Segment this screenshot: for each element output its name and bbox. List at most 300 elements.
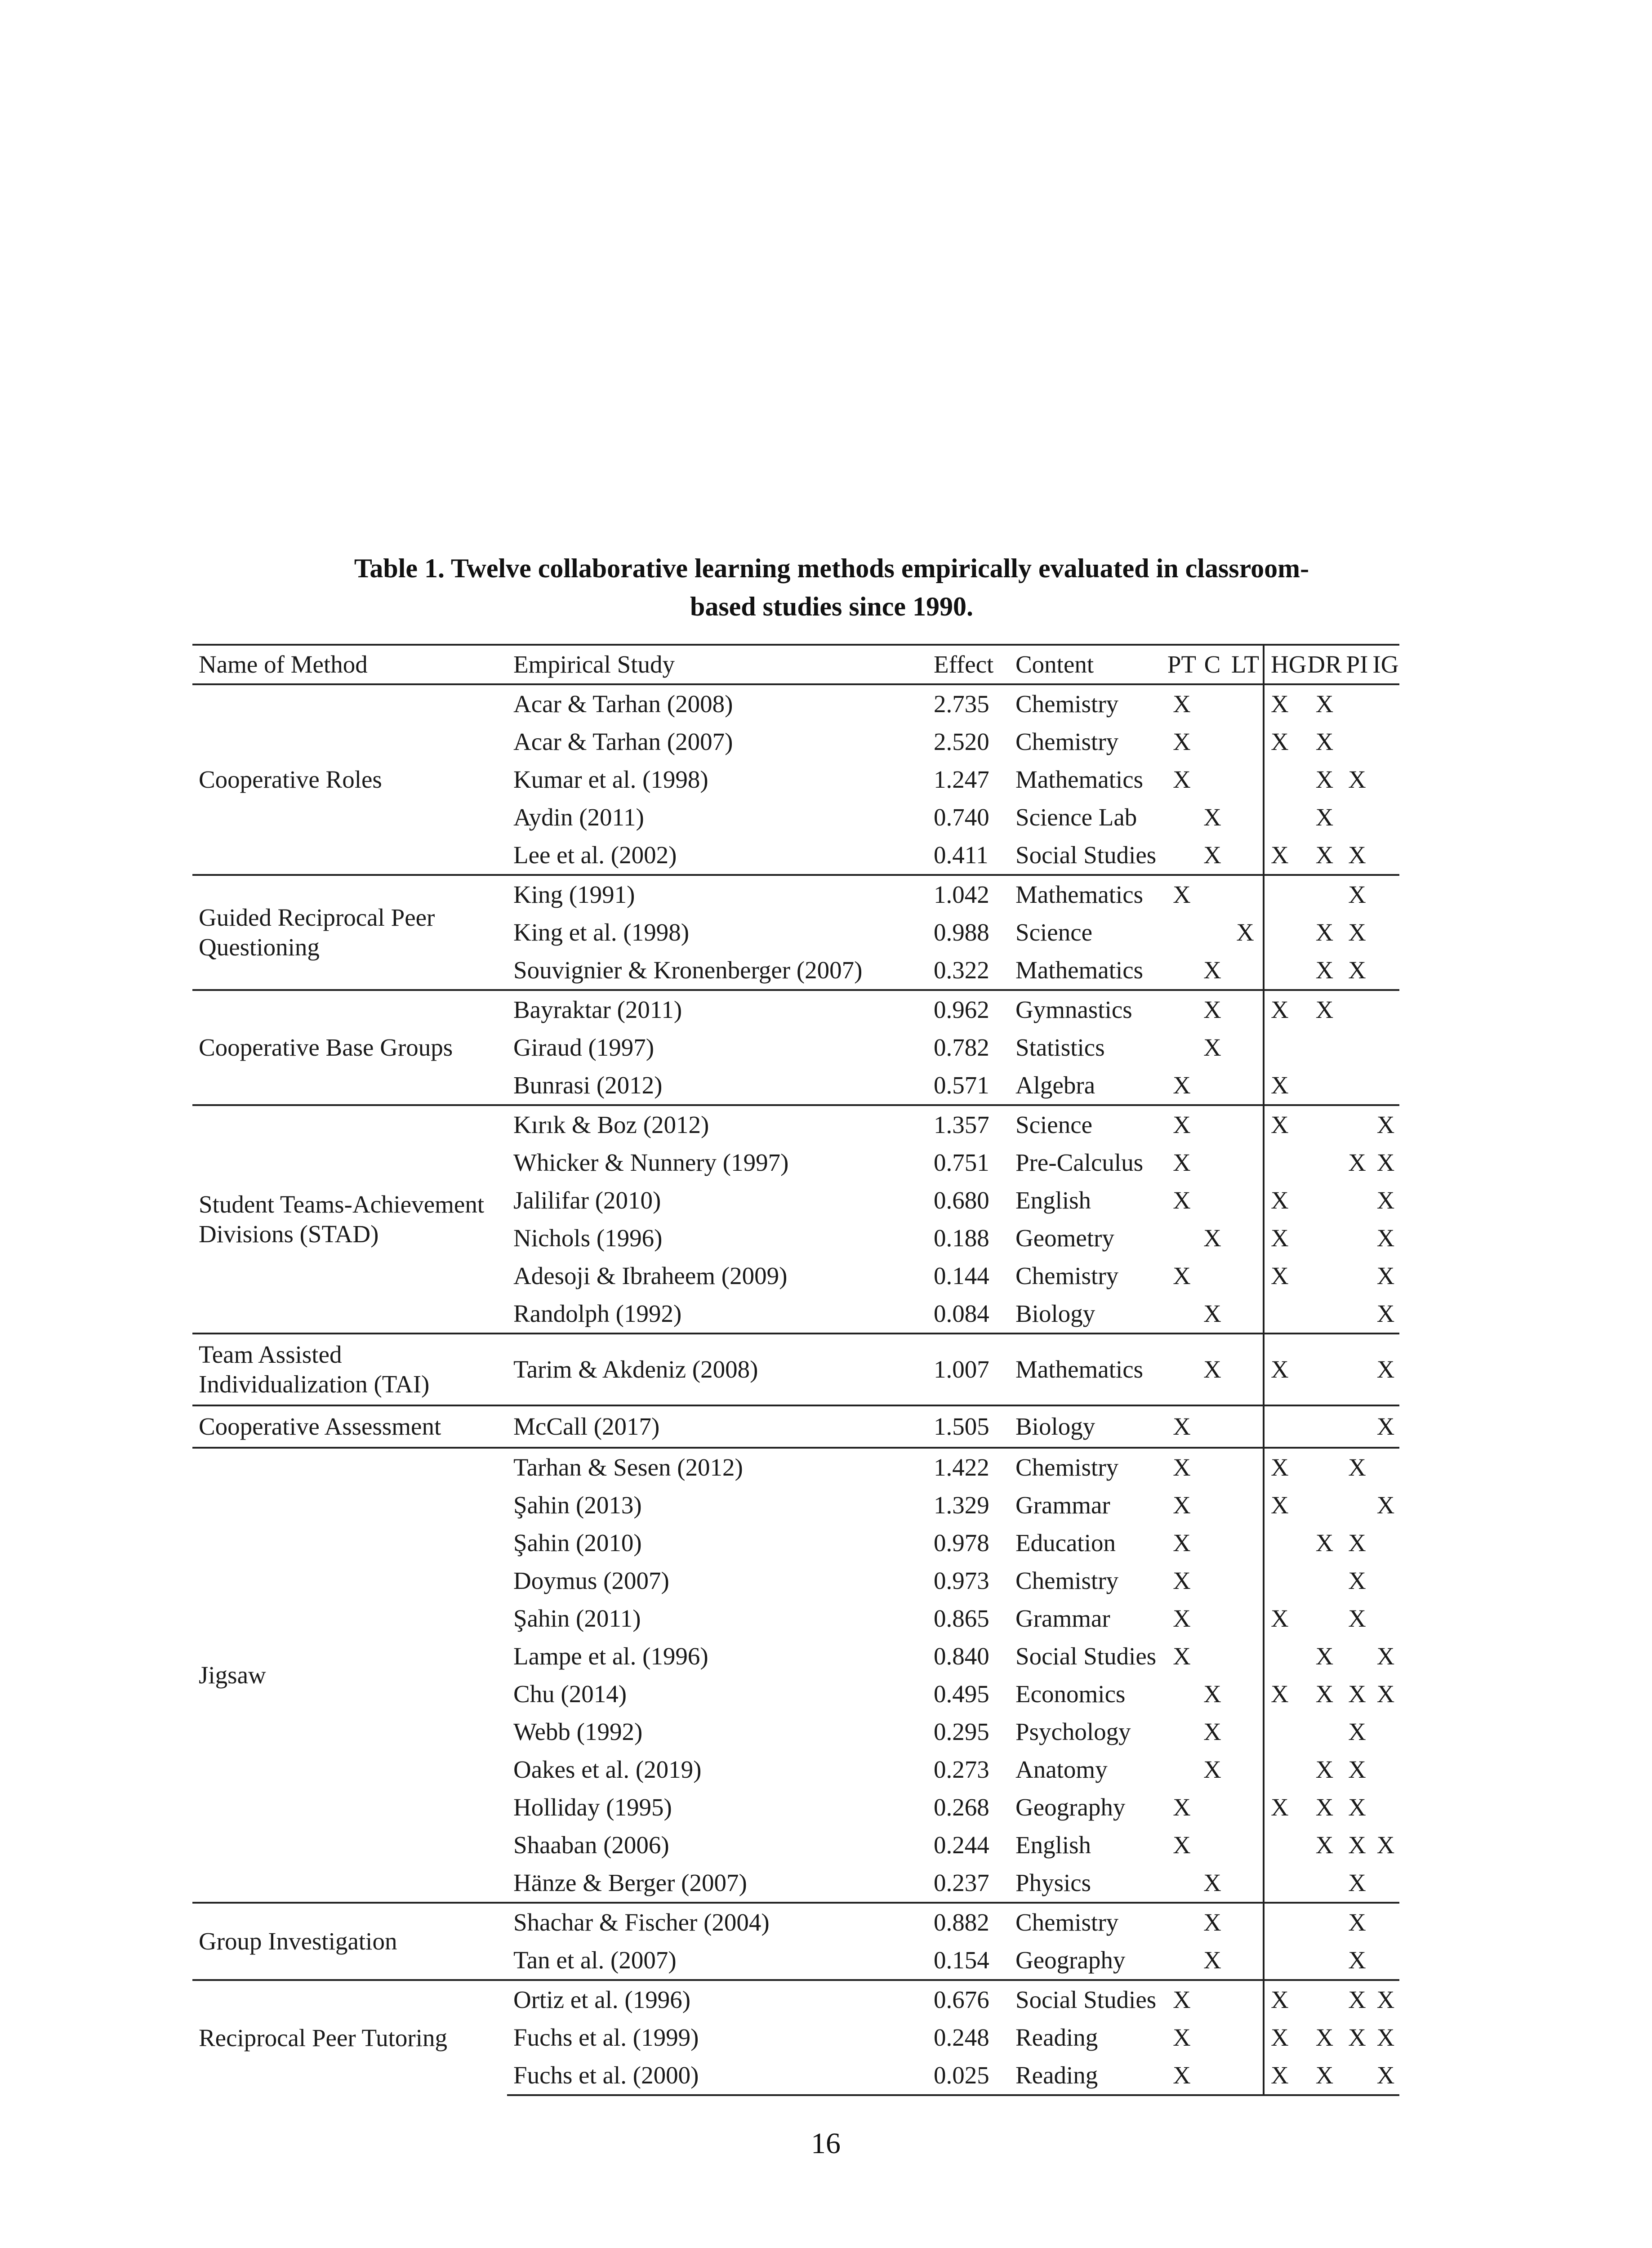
hg-mark-cell bbox=[1264, 761, 1306, 798]
hg-mark-cell bbox=[1264, 1713, 1306, 1751]
lt-mark-cell bbox=[1228, 684, 1264, 723]
content-cell: Grammar bbox=[1015, 1605, 1110, 1632]
effect-cell: 0.680 bbox=[934, 1186, 989, 1214]
hg-mark-cell: X bbox=[1264, 1105, 1306, 1144]
dr-mark-cell: X bbox=[1315, 1529, 1334, 1557]
hg-mark-cell: X bbox=[1264, 723, 1306, 761]
lt-mark-cell bbox=[1228, 1448, 1264, 1486]
study-cell: King et al. (1998) bbox=[513, 919, 690, 946]
lt-mark-cell bbox=[1228, 1675, 1264, 1713]
lt-mark-cell bbox=[1228, 2019, 1264, 2056]
lt-mark-cell bbox=[1228, 723, 1264, 761]
lt-mark-cell bbox=[1228, 1600, 1264, 1637]
dr-mark-cell: X bbox=[1315, 1793, 1334, 1821]
effect-cell: 0.751 bbox=[934, 1149, 989, 1176]
lt-mark-cell bbox=[1228, 1334, 1264, 1405]
dr-mark-cell: X bbox=[1315, 1642, 1334, 1670]
content-cell: English bbox=[1015, 1186, 1091, 1214]
lt-mark-cell bbox=[1228, 1562, 1264, 1600]
hg-mark-cell: X bbox=[1264, 1257, 1306, 1295]
effect-cell: 0.782 bbox=[934, 1034, 989, 1061]
study-cell: Lampe et al. (1996) bbox=[513, 1642, 708, 1670]
ig-mark-cell bbox=[1371, 761, 1399, 798]
dr-mark-cell: X bbox=[1315, 956, 1334, 984]
c-mark-cell bbox=[1197, 1448, 1228, 1486]
pi-mark-cell: X bbox=[1348, 1718, 1366, 1745]
c-mark-cell: X bbox=[1203, 956, 1221, 984]
study-cell: Giraud (1997) bbox=[513, 1034, 655, 1061]
table-row bbox=[192, 1448, 1399, 1486]
content-cell: English bbox=[1015, 1831, 1091, 1859]
content-cell: Chemistry bbox=[1015, 1262, 1119, 1289]
study-cell: Fuchs et al. (1999) bbox=[513, 2024, 699, 2051]
pi-mark-cell: X bbox=[1348, 2024, 1366, 2051]
dr-mark-cell: X bbox=[1306, 2056, 1342, 2095]
ig-mark-cell: X bbox=[1376, 1831, 1395, 1859]
content-cell: Biology bbox=[1015, 1300, 1095, 1327]
lt-mark-cell bbox=[1228, 1524, 1264, 1562]
lt-mark-cell bbox=[1228, 1144, 1264, 1182]
effect-cell: 0.084 bbox=[934, 1300, 989, 1327]
hg-mark-cell bbox=[1264, 798, 1306, 836]
effect-cell: 0.322 bbox=[934, 956, 989, 984]
effect-cell: 0.571 bbox=[934, 1071, 989, 1099]
study-cell: Acar & Tarhan (2007) bbox=[513, 728, 733, 755]
c-mark-cell bbox=[1197, 1257, 1228, 1295]
caption-line-1: Table 1. Twelve collaborative learning methods empirically evaluated in classroom- bbox=[354, 553, 1309, 583]
hg-mark-cell: X bbox=[1264, 1182, 1306, 1219]
header-pt: PT bbox=[1167, 645, 1197, 684]
pt-mark-cell: X bbox=[1173, 1491, 1191, 1519]
content-cell: Science Lab bbox=[1015, 803, 1137, 831]
pi-mark-cell: X bbox=[1342, 1448, 1371, 1486]
pi-mark-cell: X bbox=[1348, 766, 1366, 793]
ig-mark-cell: X bbox=[1371, 1105, 1399, 1144]
pi-mark-cell bbox=[1342, 1066, 1371, 1105]
content-cell: Chemistry bbox=[1009, 1903, 1167, 1941]
pi-mark-cell bbox=[1342, 1105, 1371, 1144]
lt-mark-cell bbox=[1228, 1637, 1264, 1675]
ig-mark-cell: X bbox=[1376, 2024, 1395, 2051]
effect-cell: 0.188 bbox=[934, 1224, 989, 1252]
ig-mark-cell: X bbox=[1371, 1334, 1399, 1405]
effect-cell: 0.962 bbox=[927, 990, 1009, 1029]
hg-mark-cell bbox=[1264, 1637, 1306, 1675]
content-cell: Mathematics bbox=[1009, 875, 1167, 914]
pt-mark-cell: X bbox=[1173, 1071, 1191, 1099]
pt-mark-cell: X bbox=[1173, 1529, 1191, 1557]
content-cell: Geography bbox=[1015, 1946, 1126, 1974]
pi-mark-cell: X bbox=[1348, 1529, 1366, 1557]
ig-mark-cell: X bbox=[1376, 1224, 1395, 1252]
method-name-cell: Cooperative Roles bbox=[199, 766, 382, 793]
effect-cell: 0.495 bbox=[934, 1680, 989, 1708]
hg-mark-cell bbox=[1264, 914, 1306, 951]
c-mark-cell: X bbox=[1203, 1300, 1221, 1327]
dr-mark-cell: X bbox=[1315, 1756, 1334, 1783]
hg-mark-cell bbox=[1264, 1405, 1306, 1448]
pt-mark-cell bbox=[1167, 1334, 1197, 1405]
dr-mark-cell bbox=[1306, 1600, 1342, 1637]
hg-mark-cell: X bbox=[1264, 1334, 1306, 1405]
content-cell: Social Studies bbox=[1015, 1642, 1157, 1670]
lt-mark-cell bbox=[1228, 1789, 1264, 1826]
lt-mark-cell bbox=[1228, 1257, 1264, 1295]
ig-mark-cell: X bbox=[1376, 1186, 1395, 1214]
pt-mark-cell bbox=[1167, 1903, 1197, 1941]
header-name-of-method: Name of Method bbox=[192, 645, 507, 684]
hg-mark-cell bbox=[1264, 1524, 1306, 1562]
study-cell: Doymus (2007) bbox=[513, 1567, 669, 1594]
ig-mark-cell bbox=[1371, 914, 1399, 951]
dr-mark-cell bbox=[1306, 1105, 1342, 1144]
hg-mark-cell bbox=[1264, 1029, 1306, 1066]
study-cell: Tan et al. (2007) bbox=[513, 1946, 677, 1974]
c-mark-cell: X bbox=[1203, 803, 1221, 831]
lt-mark-cell bbox=[1228, 1295, 1264, 1334]
dr-mark-cell bbox=[1306, 1405, 1342, 1448]
c-mark-cell: X bbox=[1203, 841, 1221, 869]
dr-mark-cell bbox=[1306, 1219, 1342, 1257]
table-header-row bbox=[192, 645, 1399, 684]
content-cell: Statistics bbox=[1015, 1034, 1105, 1061]
ig-mark-cell bbox=[1371, 1789, 1399, 1826]
header-content: Content bbox=[1009, 645, 1167, 684]
pt-mark-cell bbox=[1167, 1864, 1197, 1903]
lt-mark-cell bbox=[1228, 2056, 1264, 2095]
pi-mark-cell bbox=[1342, 723, 1371, 761]
header-pi: PI bbox=[1342, 645, 1371, 684]
c-mark-cell: X bbox=[1197, 1334, 1228, 1405]
content-cell: Chemistry bbox=[1009, 1448, 1167, 1486]
lt-mark-cell: X bbox=[1236, 919, 1254, 946]
pt-mark-cell: X bbox=[1167, 875, 1197, 914]
content-cell: Pre-Calculus bbox=[1015, 1149, 1144, 1176]
lt-mark-cell bbox=[1228, 836, 1264, 875]
pi-mark-cell: X bbox=[1348, 1680, 1366, 1708]
pt-mark-cell: X bbox=[1173, 1793, 1191, 1821]
pi-mark-cell: X bbox=[1348, 1605, 1366, 1632]
lt-mark-cell bbox=[1228, 1864, 1264, 1903]
study-cell: Webb (1992) bbox=[513, 1718, 643, 1745]
method-name-cell: Team Assisted Individualization (TAI) bbox=[192, 1334, 507, 1405]
content-cell: Social Studies bbox=[1009, 1980, 1167, 2019]
study-cell: Shachar & Fischer (2004) bbox=[507, 1903, 927, 1941]
dr-mark-cell bbox=[1306, 1486, 1342, 1524]
study-cell: Randolph (1992) bbox=[513, 1300, 682, 1327]
dr-mark-cell: X bbox=[1315, 766, 1334, 793]
page-number: 16 bbox=[811, 2127, 841, 2160]
hg-mark-cell: X bbox=[1264, 1448, 1306, 1486]
pi-mark-cell bbox=[1342, 1637, 1371, 1675]
c-mark-cell bbox=[1197, 1562, 1228, 1600]
ig-mark-cell: X bbox=[1376, 1149, 1395, 1176]
c-mark-cell: X bbox=[1203, 1034, 1221, 1061]
ig-mark-cell: X bbox=[1376, 1262, 1395, 1289]
c-mark-cell bbox=[1197, 1486, 1228, 1524]
content-cell: Biology bbox=[1009, 1405, 1167, 1448]
ig-mark-cell bbox=[1371, 1066, 1399, 1105]
hg-mark-cell: X bbox=[1264, 1600, 1306, 1637]
hg-mark-cell: X bbox=[1264, 684, 1306, 723]
pi-mark-cell bbox=[1342, 1405, 1371, 1448]
header-empirical-study: Empirical Study bbox=[507, 645, 927, 684]
pt-mark-cell bbox=[1167, 914, 1197, 951]
ig-mark-cell bbox=[1371, 1713, 1399, 1751]
pt-mark-cell bbox=[1167, 1675, 1197, 1713]
content-cell: Reading bbox=[1015, 2024, 1098, 2051]
pt-mark-cell: X bbox=[1173, 690, 1191, 718]
study-cell: Şahin (2013) bbox=[513, 1491, 642, 1519]
ig-mark-cell bbox=[1371, 1941, 1399, 1980]
dr-mark-cell bbox=[1306, 1562, 1342, 1600]
study-cell: Oakes et al. (2019) bbox=[513, 1756, 702, 1783]
study-cell: Holliday (1995) bbox=[513, 1793, 672, 1821]
c-mark-cell bbox=[1197, 1182, 1228, 1219]
pt-mark-cell bbox=[1167, 990, 1197, 1029]
lt-mark-cell bbox=[1228, 1066, 1264, 1105]
c-mark-cell bbox=[1197, 1144, 1228, 1182]
content-cell: Economics bbox=[1015, 1680, 1126, 1708]
content-cell: Psychology bbox=[1015, 1718, 1131, 1745]
dr-mark-cell bbox=[1306, 1980, 1342, 2019]
c-mark-cell: X bbox=[1203, 1718, 1221, 1745]
dr-mark-cell bbox=[1306, 1713, 1342, 1751]
content-cell: Geometry bbox=[1015, 1224, 1114, 1252]
hg-mark-cell: X bbox=[1264, 1486, 1306, 1524]
effect-cell: 0.676 bbox=[927, 1980, 1009, 2019]
ig-mark-cell bbox=[1371, 684, 1399, 723]
dr-mark-cell bbox=[1306, 1941, 1342, 1980]
c-mark-cell: X bbox=[1203, 1869, 1221, 1896]
dr-mark-cell bbox=[1306, 1903, 1342, 1941]
study-cell: Whicker & Nunnery (1997) bbox=[513, 1149, 789, 1176]
pt-mark-cell: X bbox=[1167, 1405, 1197, 1448]
pi-mark-cell: X bbox=[1348, 1946, 1366, 1974]
pt-mark-cell bbox=[1167, 1219, 1197, 1257]
caption-line-2: based studies since 1990. bbox=[690, 592, 974, 621]
table-row bbox=[192, 684, 1399, 723]
methods-table bbox=[192, 644, 1399, 2096]
effect-cell: 1.042 bbox=[927, 875, 1009, 914]
study-cell: Bayraktar (2011) bbox=[507, 990, 927, 1029]
effect-cell: 2.520 bbox=[934, 728, 989, 755]
effect-cell: 0.268 bbox=[934, 1793, 989, 1821]
study-cell: Acar & Tarhan (2008) bbox=[513, 690, 733, 718]
study-cell: Aydin (2011) bbox=[513, 803, 644, 831]
table-row bbox=[192, 875, 1399, 914]
pi-mark-cell: X bbox=[1348, 919, 1366, 946]
c-mark-cell bbox=[1197, 761, 1228, 798]
content-cell: Chemistry bbox=[1015, 690, 1119, 718]
effect-cell: 0.973 bbox=[934, 1567, 989, 1594]
c-mark-cell bbox=[1197, 1980, 1228, 2019]
pi-mark-cell: X bbox=[1348, 1567, 1366, 1594]
pi-mark-cell: X bbox=[1348, 841, 1366, 869]
dr-mark-cell bbox=[1306, 1066, 1342, 1105]
hg-mark-cell bbox=[1264, 875, 1306, 914]
c-mark-cell bbox=[1197, 2019, 1228, 2056]
content-cell: Mathematics bbox=[1015, 766, 1144, 793]
pt-mark-cell: X bbox=[1173, 1186, 1191, 1214]
pi-mark-cell: X bbox=[1342, 1980, 1371, 2019]
study-cell: King (1991) bbox=[507, 875, 927, 914]
pi-mark-cell: X bbox=[1342, 1903, 1371, 1941]
study-cell: Fuchs et al. (2000) bbox=[507, 2056, 927, 2095]
c-mark-cell: X bbox=[1197, 990, 1228, 1029]
dr-mark-cell: X bbox=[1315, 728, 1334, 755]
hg-mark-cell bbox=[1264, 1562, 1306, 1600]
dr-mark-cell: X bbox=[1306, 990, 1342, 1029]
lt-mark-cell bbox=[1228, 951, 1264, 990]
method-name-cell: Jigsaw bbox=[192, 1448, 507, 1903]
ig-mark-cell bbox=[1371, 990, 1399, 1029]
hg-mark-cell: X bbox=[1264, 1789, 1306, 1826]
effect-cell: 0.144 bbox=[934, 1262, 989, 1289]
effect-cell: 0.882 bbox=[927, 1903, 1009, 1941]
ig-mark-cell bbox=[1371, 1448, 1399, 1486]
hg-mark-cell bbox=[1264, 1295, 1306, 1334]
header-c: C bbox=[1197, 645, 1228, 684]
pt-mark-cell bbox=[1167, 836, 1197, 875]
dr-mark-cell bbox=[1306, 1864, 1342, 1903]
ig-mark-cell: X bbox=[1376, 1300, 1395, 1327]
pi-mark-cell bbox=[1342, 1257, 1371, 1295]
hg-mark-cell bbox=[1264, 1903, 1306, 1941]
content-cell: Physics bbox=[1015, 1869, 1091, 1896]
c-mark-cell bbox=[1197, 1637, 1228, 1675]
dr-mark-cell: X bbox=[1315, 919, 1334, 946]
lt-mark-cell bbox=[1228, 1751, 1264, 1789]
pi-mark-cell bbox=[1342, 1486, 1371, 1524]
ig-mark-cell bbox=[1371, 1600, 1399, 1637]
effect-cell: 0.295 bbox=[934, 1718, 989, 1745]
hg-mark-cell: X bbox=[1264, 1980, 1306, 2019]
pi-mark-cell: X bbox=[1348, 1793, 1366, 1821]
table-row bbox=[192, 990, 1399, 1029]
pt-mark-cell bbox=[1167, 951, 1197, 990]
dr-mark-cell bbox=[1306, 1295, 1342, 1334]
pi-mark-cell bbox=[1342, 1295, 1371, 1334]
table-row bbox=[192, 1105, 1399, 1144]
study-cell: Nichols (1996) bbox=[513, 1224, 663, 1252]
lt-mark-cell bbox=[1228, 1105, 1264, 1144]
dr-mark-cell bbox=[1306, 1448, 1342, 1486]
content-cell: Chemistry bbox=[1015, 1567, 1119, 1594]
study-cell: Kırık & Boz (2012) bbox=[507, 1105, 927, 1144]
pt-mark-cell: X bbox=[1173, 1642, 1191, 1670]
hg-mark-cell: X bbox=[1264, 836, 1306, 875]
ig-mark-cell bbox=[1371, 875, 1399, 914]
ig-mark-cell bbox=[1371, 1864, 1399, 1903]
content-cell: Science bbox=[1015, 919, 1093, 946]
c-mark-cell bbox=[1197, 1524, 1228, 1562]
pi-mark-cell bbox=[1342, 1182, 1371, 1219]
hg-mark-cell bbox=[1264, 1941, 1306, 1980]
study-cell: Lee et al. (2002) bbox=[513, 841, 677, 869]
hg-mark-cell bbox=[1264, 1751, 1306, 1789]
pt-mark-cell bbox=[1167, 798, 1197, 836]
content-cell: Chemistry bbox=[1015, 728, 1119, 755]
study-cell: Şahin (2010) bbox=[513, 1529, 642, 1557]
table-caption bbox=[211, 549, 1452, 626]
study-cell: Ortiz et al. (1996) bbox=[507, 1980, 927, 2019]
pt-mark-cell: X bbox=[1173, 1605, 1191, 1632]
dr-mark-cell: X bbox=[1315, 690, 1334, 718]
pi-mark-cell: X bbox=[1342, 875, 1371, 914]
hg-mark-cell bbox=[1264, 1144, 1306, 1182]
dr-mark-cell bbox=[1306, 1182, 1342, 1219]
pi-mark-cell: X bbox=[1348, 1831, 1366, 1859]
content-cell: Gymnastics bbox=[1009, 990, 1167, 1029]
header-lt: LT bbox=[1228, 645, 1264, 684]
content-cell: Geography bbox=[1015, 1793, 1126, 1821]
pt-mark-cell bbox=[1167, 1295, 1197, 1334]
c-mark-cell bbox=[1197, 1826, 1228, 1864]
c-mark-cell bbox=[1197, 914, 1228, 951]
lt-mark-cell bbox=[1228, 1029, 1264, 1066]
c-mark-cell: X bbox=[1203, 1680, 1221, 1708]
effect-cell: 1.329 bbox=[934, 1491, 989, 1519]
ig-mark-cell bbox=[1371, 1751, 1399, 1789]
c-mark-cell bbox=[1197, 684, 1228, 723]
effect-cell: 0.411 bbox=[934, 841, 989, 869]
ig-mark-cell bbox=[1371, 951, 1399, 990]
study-cell: Kumar et al. (1998) bbox=[513, 766, 708, 793]
lt-mark-cell bbox=[1228, 1219, 1264, 1257]
effect-cell: 1.357 bbox=[927, 1105, 1009, 1144]
pt-mark-cell bbox=[1167, 1713, 1197, 1751]
ig-mark-cell bbox=[1371, 836, 1399, 875]
dr-mark-cell bbox=[1306, 875, 1342, 914]
dr-mark-cell bbox=[1306, 1029, 1342, 1066]
pt-mark-cell: X bbox=[1173, 766, 1191, 793]
content-cell: Mathematics bbox=[1015, 956, 1144, 984]
table-row bbox=[192, 1903, 1399, 1941]
effect-cell: 0.025 bbox=[927, 2056, 1009, 2095]
ig-mark-cell bbox=[1371, 1029, 1399, 1066]
hg-mark-cell: X bbox=[1264, 2019, 1306, 2056]
pi-mark-cell: X bbox=[1348, 1869, 1366, 1896]
effect-cell: 0.740 bbox=[934, 803, 989, 831]
content-cell: Mathematics bbox=[1009, 1334, 1167, 1405]
effect-cell: 2.735 bbox=[934, 690, 989, 718]
pt-mark-cell: X bbox=[1167, 1980, 1197, 2019]
pi-mark-cell: X bbox=[1348, 956, 1366, 984]
effect-cell: 0.154 bbox=[934, 1946, 989, 1974]
hg-mark-cell: X bbox=[1264, 990, 1306, 1029]
hg-mark-cell: X bbox=[1264, 1066, 1306, 1105]
pi-mark-cell bbox=[1342, 990, 1371, 1029]
pi-mark-cell: X bbox=[1348, 1756, 1366, 1783]
c-mark-cell bbox=[1197, 2056, 1228, 2095]
lt-mark-cell bbox=[1228, 1182, 1264, 1219]
effect-cell: 0.273 bbox=[934, 1756, 989, 1783]
effect-cell: 0.840 bbox=[934, 1642, 989, 1670]
dr-mark-cell: X bbox=[1315, 1680, 1334, 1708]
lt-mark-cell bbox=[1228, 761, 1264, 798]
study-cell: Tarim & Akdeniz (2008) bbox=[507, 1334, 927, 1405]
effect-cell: 0.244 bbox=[934, 1831, 989, 1859]
pi-mark-cell bbox=[1342, 2056, 1371, 2095]
pt-mark-cell: X bbox=[1173, 1262, 1191, 1289]
pi-mark-cell bbox=[1342, 1029, 1371, 1066]
pt-mark-cell: X bbox=[1173, 1567, 1191, 1594]
c-mark-cell bbox=[1197, 875, 1228, 914]
pt-mark-cell bbox=[1167, 1751, 1197, 1789]
lt-mark-cell bbox=[1228, 1980, 1264, 2019]
effect-cell: 0.865 bbox=[934, 1605, 989, 1632]
